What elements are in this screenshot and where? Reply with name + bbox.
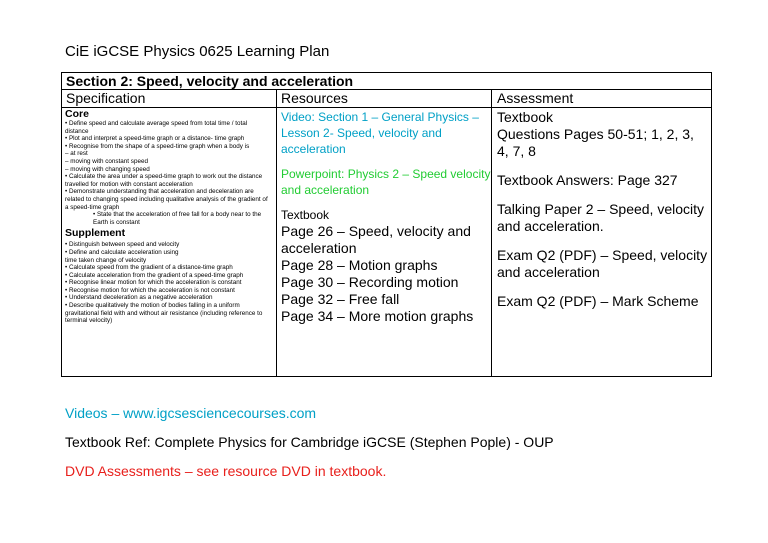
supplement-item: • Define and calculate acceleration using bbox=[65, 248, 179, 256]
videos-link[interactable]: Videos – www.igcsesciencecourses.com bbox=[65, 405, 317, 421]
core-item: • State that the acceleration of free fall for a body near to the Earth is constant bbox=[93, 211, 262, 226]
supplement-item: • Understand deceleration as a negative acceleration bbox=[65, 294, 213, 302]
textbook-page: Page 32 – Free fall bbox=[281, 291, 400, 307]
powerpoint-resource-link[interactable]: Powerpoint: Physics 2 – Speed velocity and acceleration bbox=[281, 167, 491, 197]
document-title: CiE iGCSE Physics 0625 Learning Plan bbox=[65, 43, 330, 60]
textbook-page: Page 28 – Motion graphs bbox=[281, 257, 438, 273]
core-item: • Recognise from the shape of a speed-time graph when a body is bbox=[65, 142, 250, 150]
exam-mark-scheme: Exam Q2 (PDF) – Mark Scheme bbox=[497, 293, 699, 309]
supplement-item: • Recognise linear motion for which the acceleration is constant bbox=[65, 279, 242, 287]
supplement-item: • Distinguish between speed and velocity bbox=[65, 241, 180, 249]
supplement-item: • Calculate speed from the gradient of a distance-time graph bbox=[65, 264, 233, 272]
table-divider bbox=[62, 89, 711, 90]
core-item: • Demonstrate understanding that acceleration and deceleration are related to changing speed including qualitative analysis of the gradient of a speed-time graph bbox=[65, 188, 268, 211]
core-heading: Core bbox=[65, 108, 89, 120]
talking-paper: Talking Paper 2 – Speed, velocity and acceleration. bbox=[497, 201, 705, 234]
textbook-label: Textbook bbox=[281, 208, 330, 222]
textbook-reference: Textbook Ref: Complete Physics for Cambridge iGCSE (Stephen Pople) - OUP bbox=[65, 434, 554, 450]
supplement-item: • Describe qualitatively the motion of bodies falling in a uniform gravitational field with and without air resistance (including reference to terminal velocity) bbox=[65, 302, 263, 325]
supplement-item: • Calculate acceleration from the gradient of a speed-time graph bbox=[65, 271, 244, 279]
textbook-page: Page 34 – More motion graphs bbox=[281, 308, 474, 324]
dvd-assessments-note: DVD Assessments – see resource DVD in textbook. bbox=[65, 463, 387, 479]
core-item: • Calculate the area under a speed-time graph to work out the distance travelled for motion with constant acceleration bbox=[65, 173, 263, 188]
column-divider bbox=[276, 89, 277, 376]
exam-question: Exam Q2 (PDF) – Speed, velocity and acceleration bbox=[497, 247, 708, 280]
supplement-item: time taken change of velocity bbox=[65, 256, 147, 264]
resources-cell bbox=[281, 109, 491, 325]
core-item: • Plot and interpret a speed-time graph or a distance- time graph bbox=[65, 135, 245, 143]
textbook-page: Page 30 – Recording motion bbox=[281, 274, 459, 290]
video-resource-link[interactable]: Video: Section 1 – General Physics – Lesson 2- Speed, velocity and acceleration bbox=[281, 110, 479, 156]
core-item: – moving with constant speed bbox=[65, 157, 148, 165]
column-header-specification: Specification bbox=[66, 90, 146, 106]
textbook-answers: Textbook Answers: Page 327 bbox=[497, 172, 678, 188]
learning-plan-table bbox=[61, 72, 712, 377]
column-header-assessment: Assessment bbox=[497, 90, 574, 106]
core-item: – moving with changing speed bbox=[65, 165, 150, 173]
textbook-page: Page 26 – Speed, velocity and acceleration bbox=[281, 223, 471, 256]
assessment-textbook-label: Textbook bbox=[497, 109, 554, 125]
specification-cell bbox=[65, 109, 271, 325]
section-title: Section 2: Speed, velocity and acceleration bbox=[66, 73, 354, 89]
supplement-heading: Supplement bbox=[65, 227, 126, 240]
core-item: • Define speed and calculate average speed from total time / total distance bbox=[65, 120, 248, 135]
column-divider bbox=[491, 89, 492, 376]
core-item: – at rest bbox=[65, 150, 88, 158]
assessment-cell bbox=[497, 109, 709, 310]
column-header-resources: Resources bbox=[281, 90, 348, 106]
textbook-questions: Questions Pages 50-51; 1, 2, 3, 4, 7, 8 bbox=[497, 126, 694, 159]
table-divider bbox=[62, 107, 711, 108]
supplement-item: • Recognise motion for which the acceleration is not constant bbox=[65, 286, 235, 294]
